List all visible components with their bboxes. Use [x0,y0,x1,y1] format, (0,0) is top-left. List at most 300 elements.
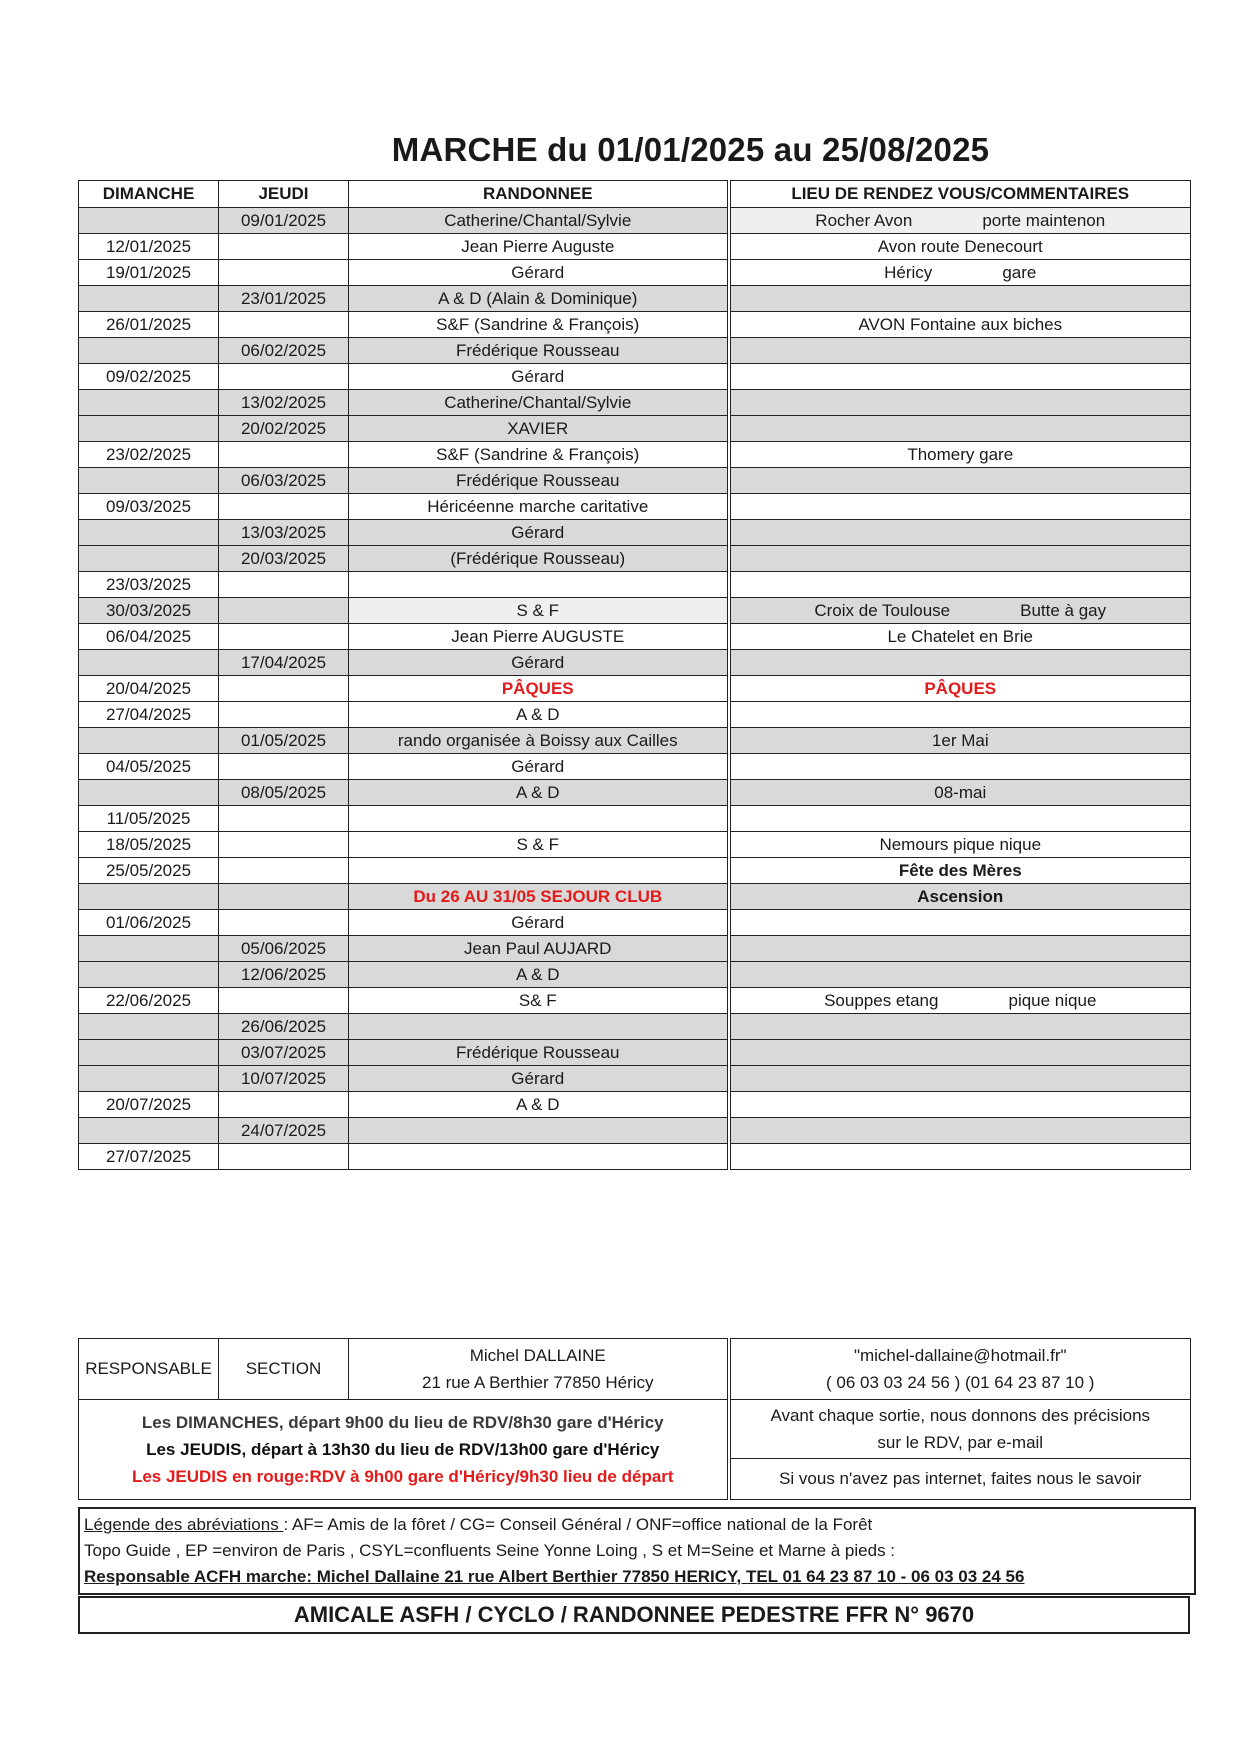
cell-randonnee [349,546,729,572]
table-row [79,416,1191,442]
table-row [79,442,1191,468]
cell-jeudi-text: 12/06/2025 [240,964,327,984]
cell-jeudi-text: 17/04/2025 [240,652,327,672]
legend-abbrev-1: : AF= Amis de la fôret / CG= Conseil Général / ONF=office national de la Forêt [283,1515,873,1534]
cell-lieu-text: Rocher Avon [815,210,913,230]
cell-jeudi [219,390,349,416]
cell-randonnee-text: Gérard [511,262,565,282]
cell-lieu [729,650,1191,676]
cell-lieu-text: AVON Fontaine aux biches [858,314,1063,334]
cell-lieu [729,962,1191,988]
cell-jeudi [219,988,349,1014]
legend-responsable-line: Responsable ACFH marche: Michel Dallaine 21 rue Albert Berthier 77850 HERICY, TEL 01 64 23 87 10 - 06 03 03 24 56 [84,1567,1025,1586]
cell-randonnee-text: Gérard [511,652,565,672]
cell-jeudi [219,1144,349,1170]
table-row [79,858,1191,884]
cell-dimanche-text: 01/06/2025 [105,912,192,932]
cell-lieu-text: PÂQUES [924,678,997,698]
table-row [79,832,1191,858]
cell-jeudi [219,832,349,858]
cell-randonnee [349,1092,729,1118]
table-row [79,1144,1191,1170]
cell-lieu-text: Fête des Mères [898,860,1022,880]
table-row [79,1092,1191,1118]
cell-randonnee-text: S&F (Sandrine & François) [436,444,640,464]
cell-dimanche-text: 25/05/2025 [105,860,192,880]
cell-lieu-text: Nemours pique nique [879,834,1042,854]
cell-jeudi [219,364,349,390]
cell-dimanche [79,650,219,676]
cell-randonnee [349,1066,729,1092]
table-row [79,780,1191,806]
cell-jeudi [219,884,349,910]
cell-randonnee-text: S & F [516,834,559,854]
cell-dimanche-text: 30/03/2025 [105,600,192,620]
cell-jeudi [219,1040,349,1066]
cell-randonnee [349,962,729,988]
cell-lieu [729,1040,1191,1066]
cell-dimanche [79,1066,219,1092]
responsable-email-phones [729,1339,1191,1400]
table-row [79,364,1191,390]
cell-lieu [729,624,1191,650]
responsable-name: Michel DALLAINE [469,1346,606,1365]
cell-lieu [729,546,1191,572]
table-row [79,728,1191,754]
cell-lieu [729,598,1191,624]
cell-dimanche [79,702,219,728]
cell-jeudi [219,260,349,286]
cell-randonnee-text: A & D [516,964,560,984]
cell-dimanche [79,286,219,312]
table-row [79,676,1191,702]
cell-lieu [729,312,1191,338]
cell-jeudi-text: 03/07/2025 [240,1042,327,1062]
cell-randonnee [349,754,729,780]
table-row [79,546,1191,572]
cell-lieu [729,494,1191,520]
cell-dimanche [79,520,219,546]
cell-jeudi [219,234,349,260]
info-row-1 [79,1400,1191,1459]
cell-jeudi [219,1014,349,1040]
table-row [79,1066,1191,1092]
table-row [79,624,1191,650]
cell-dimanche [79,572,219,598]
cell-lieu [729,364,1191,390]
cell-randonnee [349,468,729,494]
legend-label: Légende des abréviations [84,1515,284,1534]
header-jeudi: JEUDI [219,181,349,208]
cell-lieu [729,208,1191,234]
table-row [79,208,1191,234]
responsable-label: RESPONSABLE [79,1339,219,1400]
departure-info [79,1400,729,1500]
cell-dimanche [79,234,219,260]
cell-jeudi-text: 10/07/2025 [240,1068,327,1088]
cell-lieu [729,520,1191,546]
responsable-contact [349,1339,729,1400]
cell-lieu [729,988,1191,1014]
table-row [79,390,1191,416]
cell-randonnee-text: (Frédérique Rousseau) [450,548,626,568]
cell-dimanche-text: 12/01/2025 [105,236,192,256]
cell-jeudi [219,624,349,650]
cell-jeudi [219,936,349,962]
table-row [79,494,1191,520]
header-dimanche: DIMANCHE [79,181,219,208]
cell-randonnee-text: A & D (Alain & Dominique) [438,288,638,308]
table-row [79,260,1191,286]
table-row [79,286,1191,312]
table-row [79,1118,1191,1144]
table-header-row [79,181,1191,208]
cell-randonnee [349,988,729,1014]
table-row [79,806,1191,832]
cell-lieu [729,1144,1191,1170]
cell-dimanche [79,598,219,624]
cell-randonnee [349,598,729,624]
cell-jeudi [219,520,349,546]
cell-dimanche [79,312,219,338]
cell-randonnee [349,208,729,234]
cell-lieu [729,884,1191,910]
table-row [79,572,1191,598]
cell-randonnee [349,624,729,650]
responsable-email: "michel-dallaine@hotmail.fr" [853,1346,1067,1365]
cell-lieu [729,780,1191,806]
cell-lieu [729,338,1191,364]
cell-jeudi [219,338,349,364]
responsable-phones: ( 06 03 03 24 56 ) (01 64 23 87 10 ) [826,1373,1095,1392]
cell-randonnee-text: Du 26 AU 31/05 SEJOUR CLUB [413,886,663,906]
cell-randonnee [349,390,729,416]
cell-dimanche [79,494,219,520]
cell-randonnee [349,520,729,546]
cell-randonnee [349,832,729,858]
cell-jeudi-text: 05/06/2025 [240,938,327,958]
cell-randonnee [349,1040,729,1066]
cell-lieu [729,416,1191,442]
cell-randonnee-text: Jean Paul AUJARD [464,938,612,958]
cell-dimanche [79,728,219,754]
dimanches-info: Les DIMANCHES, départ 9h00 du lieu de RDV/8h30 gare d'Héricy [141,1413,664,1432]
cell-randonnee-text: Gérard [511,366,565,386]
cell-randonnee-text: Catherine/Chantal/Sylvie [444,210,632,230]
cell-dimanche [79,936,219,962]
cell-dimanche [79,780,219,806]
cell-jeudi [219,780,349,806]
cell-lieu-text: Avon route Denecourt [877,236,1043,256]
cell-lieu [729,442,1191,468]
cell-dimanche-text: 27/04/2025 [105,704,192,724]
cell-dimanche-text: 23/03/2025 [105,574,192,594]
cell-jeudi-text: 06/02/2025 [240,340,327,360]
cell-jeudi [219,650,349,676]
cell-randonnee [349,234,729,260]
cell-lieu-text-2: gare [1002,262,1037,282]
cell-dimanche [79,676,219,702]
cell-jeudi-text: 13/02/2025 [240,392,327,412]
cell-randonnee-text: Frédérique Rousseau [456,340,620,360]
cell-dimanche [79,832,219,858]
cell-jeudi [219,416,349,442]
cell-lieu [729,234,1191,260]
cell-randonnee-text: Catherine/Chantal/Sylvie [444,392,632,412]
cell-dimanche [79,208,219,234]
table-row [79,910,1191,936]
cell-jeudi-text: 26/06/2025 [240,1016,327,1036]
cell-dimanche-text: 04/05/2025 [105,756,192,776]
table-row [79,936,1191,962]
cell-randonnee [349,910,729,936]
cell-randonnee [349,936,729,962]
cell-lieu [729,260,1191,286]
cell-jeudi [219,962,349,988]
cell-lieu [729,468,1191,494]
cell-dimanche [79,1040,219,1066]
cell-jeudi [219,1092,349,1118]
cell-lieu-text: Ascension [917,886,1004,906]
cell-dimanche [79,364,219,390]
cell-randonnee [349,494,729,520]
cell-randonnee [349,286,729,312]
cell-randonnee [349,312,729,338]
cell-jeudi-text: 08/05/2025 [240,782,327,802]
cell-dimanche [79,1144,219,1170]
cell-lieu [729,676,1191,702]
cell-dimanche [79,988,219,1014]
table-row [79,962,1191,988]
cell-jeudi [219,208,349,234]
header-lieu: LIEU DE RENDEZ VOUS/COMMENTAIRES [729,181,1191,208]
cell-jeudi [219,546,349,572]
cell-randonnee-text: Gérard [511,1068,565,1088]
cell-dimanche [79,416,219,442]
cell-lieu [729,286,1191,312]
cell-jeudi [219,676,349,702]
responsable-address: 21 rue A Berthier 77850 Héricy [421,1373,654,1392]
cell-jeudi-text: 20/02/2025 [240,418,327,438]
cell-dimanche [79,546,219,572]
cell-randonnee [349,572,729,598]
cell-dimanche [79,806,219,832]
cell-jeudi [219,494,349,520]
cell-dimanche [79,1118,219,1144]
cell-jeudi [219,598,349,624]
section-label: SECTION [219,1339,349,1400]
cell-jeudi [219,1118,349,1144]
legend-block [78,1507,1196,1595]
cell-lieu [729,858,1191,884]
cell-randonnee [349,858,729,884]
cell-jeudi [219,754,349,780]
cell-randonnee [349,884,729,910]
cell-randonnee [349,1014,729,1040]
cell-lieu [729,936,1191,962]
cell-randonnee-text: Héricéenne marche caritative [427,496,649,516]
table-row [79,468,1191,494]
cell-lieu-text: Souppes etang [824,990,939,1010]
cell-lieu [729,702,1191,728]
footer-title: AMICALE ASFH / CYCLO / RANDONNEE PEDESTRE FFR N° 9670 [78,1596,1190,1634]
cell-randonnee-text: Jean Pierre AUGUSTE [451,626,625,646]
internet-note: Si vous n'avez pas internet, faites nous le savoir [729,1459,1191,1500]
cell-randonnee-text: Gérard [511,756,565,776]
cell-dimanche [79,858,219,884]
cell-lieu [729,1014,1191,1040]
cell-lieu-text: 08-mai [934,782,987,802]
cell-randonnee [349,1144,729,1170]
cell-jeudi [219,806,349,832]
cell-jeudi [219,702,349,728]
cell-dimanche [79,338,219,364]
cell-jeudi [219,442,349,468]
cell-dimanche-text: 26/01/2025 [105,314,192,334]
schedule-table [78,180,1191,1170]
cell-dimanche-text: 09/02/2025 [105,366,192,386]
cell-dimanche-text: 09/03/2025 [105,496,192,516]
cell-randonnee-text: rando organisée à Boissy aux Cailles [397,730,678,750]
cell-lieu [729,1118,1191,1144]
cell-jeudi-text: 09/01/2025 [240,210,327,230]
cell-jeudi [219,468,349,494]
jeudis-rouge-info: Les JEUDIS en rouge:RDV à 9h00 gare d'Héricy/9h30 lieu de départ [131,1467,674,1486]
cell-jeudi-text: 23/01/2025 [240,288,327,308]
cell-randonnee [349,1118,729,1144]
jeudis-info: Les JEUDIS, départ à 13h30 du lieu de RDV/13h00 gare d'Héricy [146,1440,660,1459]
cell-lieu [729,1066,1191,1092]
cell-jeudi [219,728,349,754]
cell-dimanche [79,754,219,780]
cell-dimanche [79,1014,219,1040]
cell-randonnee-text: Gérard [511,522,565,542]
cell-jeudi-text: 01/05/2025 [240,730,327,750]
cell-lieu [729,728,1191,754]
cell-randonnee [349,650,729,676]
cell-randonnee-text: Jean Pierre Auguste [461,236,615,256]
rdv-email-note [729,1400,1191,1459]
cell-randonnee-text: XAVIER [507,418,569,438]
cell-jeudi [219,572,349,598]
legend-line-2: Topo Guide , EP =environ de Paris , CSYL=confluents Seine Yonne Loing , S et M=Seine et Marne à pieds : [84,1541,896,1560]
cell-randonnee-text: A & D [516,704,560,724]
table-row [79,650,1191,676]
cell-jeudi [219,1066,349,1092]
cell-lieu [729,910,1191,936]
cell-jeudi-text: 24/07/2025 [240,1120,327,1140]
rdv-note-line1: Avant chaque sortie, nous donnons des précisions [770,1406,1151,1425]
info-table [78,1338,1191,1500]
cell-dimanche [79,624,219,650]
cell-randonnee [349,416,729,442]
cell-dimanche-text: 18/05/2025 [105,834,192,854]
cell-randonnee-text: PÂQUES [501,678,574,698]
cell-dimanche [79,1092,219,1118]
cell-dimanche-text: 22/06/2025 [105,990,192,1010]
header-randonnee: RANDONNEE [349,181,729,208]
table-row [79,754,1191,780]
cell-randonnee-text: Frédérique Rousseau [456,470,620,490]
rdv-note-line2: sur le RDV, par e-mail [877,1433,1044,1452]
cell-dimanche [79,442,219,468]
cell-jeudi-text: 13/03/2025 [240,522,327,542]
cell-jeudi [219,910,349,936]
cell-randonnee [349,338,729,364]
cell-lieu [729,806,1191,832]
cell-lieu-text: Croix de Toulouse [814,600,951,620]
cell-dimanche-text: 06/04/2025 [105,626,192,646]
table-row [79,338,1191,364]
table-row [79,520,1191,546]
cell-randonnee [349,702,729,728]
cell-randonnee-text: Frédérique Rousseau [456,1042,620,1062]
cell-lieu-text: 1er Mai [931,730,989,750]
cell-dimanche [79,390,219,416]
table-row [79,1014,1191,1040]
cell-lieu [729,390,1191,416]
cell-randonnee [349,676,729,702]
cell-lieu-text: Le Chatelet en Brie [887,626,1034,646]
cell-randonnee [349,806,729,832]
cell-randonnee [349,260,729,286]
cell-randonnee-text: A & D [516,1094,560,1114]
cell-dimanche-text: 19/01/2025 [105,262,192,282]
cell-lieu-text: Héricy [884,262,933,282]
cell-randonnee [349,442,729,468]
cell-dimanche-text: 23/02/2025 [105,444,192,464]
cell-dimanche-text: 20/04/2025 [105,678,192,698]
table-row [79,702,1191,728]
cell-lieu [729,754,1191,780]
cell-randonnee-text: Gérard [511,912,565,932]
cell-jeudi-text: 06/03/2025 [240,470,327,490]
cell-lieu-text-2: pique nique [1008,990,1097,1010]
cell-lieu-text: Thomery gare [907,444,1014,464]
cell-lieu-text-2: Butte à gay [1020,600,1107,620]
cell-randonnee [349,364,729,390]
cell-dimanche-text: 20/07/2025 [105,1094,192,1114]
cell-lieu [729,572,1191,598]
table-row [79,1040,1191,1066]
cell-randonnee-text: A & D [516,782,560,802]
cell-jeudi [219,312,349,338]
cell-randonnee [349,728,729,754]
cell-randonnee [349,780,729,806]
cell-randonnee-text: S & F [516,600,559,620]
table-row [79,312,1191,338]
table-row [79,988,1191,1014]
cell-jeudi [219,286,349,312]
cell-randonnee-text: S& F [518,990,557,1010]
cell-dimanche [79,884,219,910]
cell-lieu [729,832,1191,858]
cell-dimanche [79,260,219,286]
cell-dimanche-text: 11/05/2025 [106,808,191,828]
legend-line-1 [84,1512,1190,1538]
table-row [79,234,1191,260]
cell-dimanche [79,962,219,988]
cell-randonnee-text: S&F (Sandrine & François) [436,314,640,334]
table-row [79,598,1191,624]
table-row [79,884,1191,910]
cell-dimanche [79,910,219,936]
cell-jeudi [219,858,349,884]
cell-jeudi-text: 20/03/2025 [240,548,327,568]
cell-lieu [729,1092,1191,1118]
page-title: MARCHE du 01/01/2025 au 25/08/2025 [391,131,990,168]
responsable-row [79,1339,1191,1400]
